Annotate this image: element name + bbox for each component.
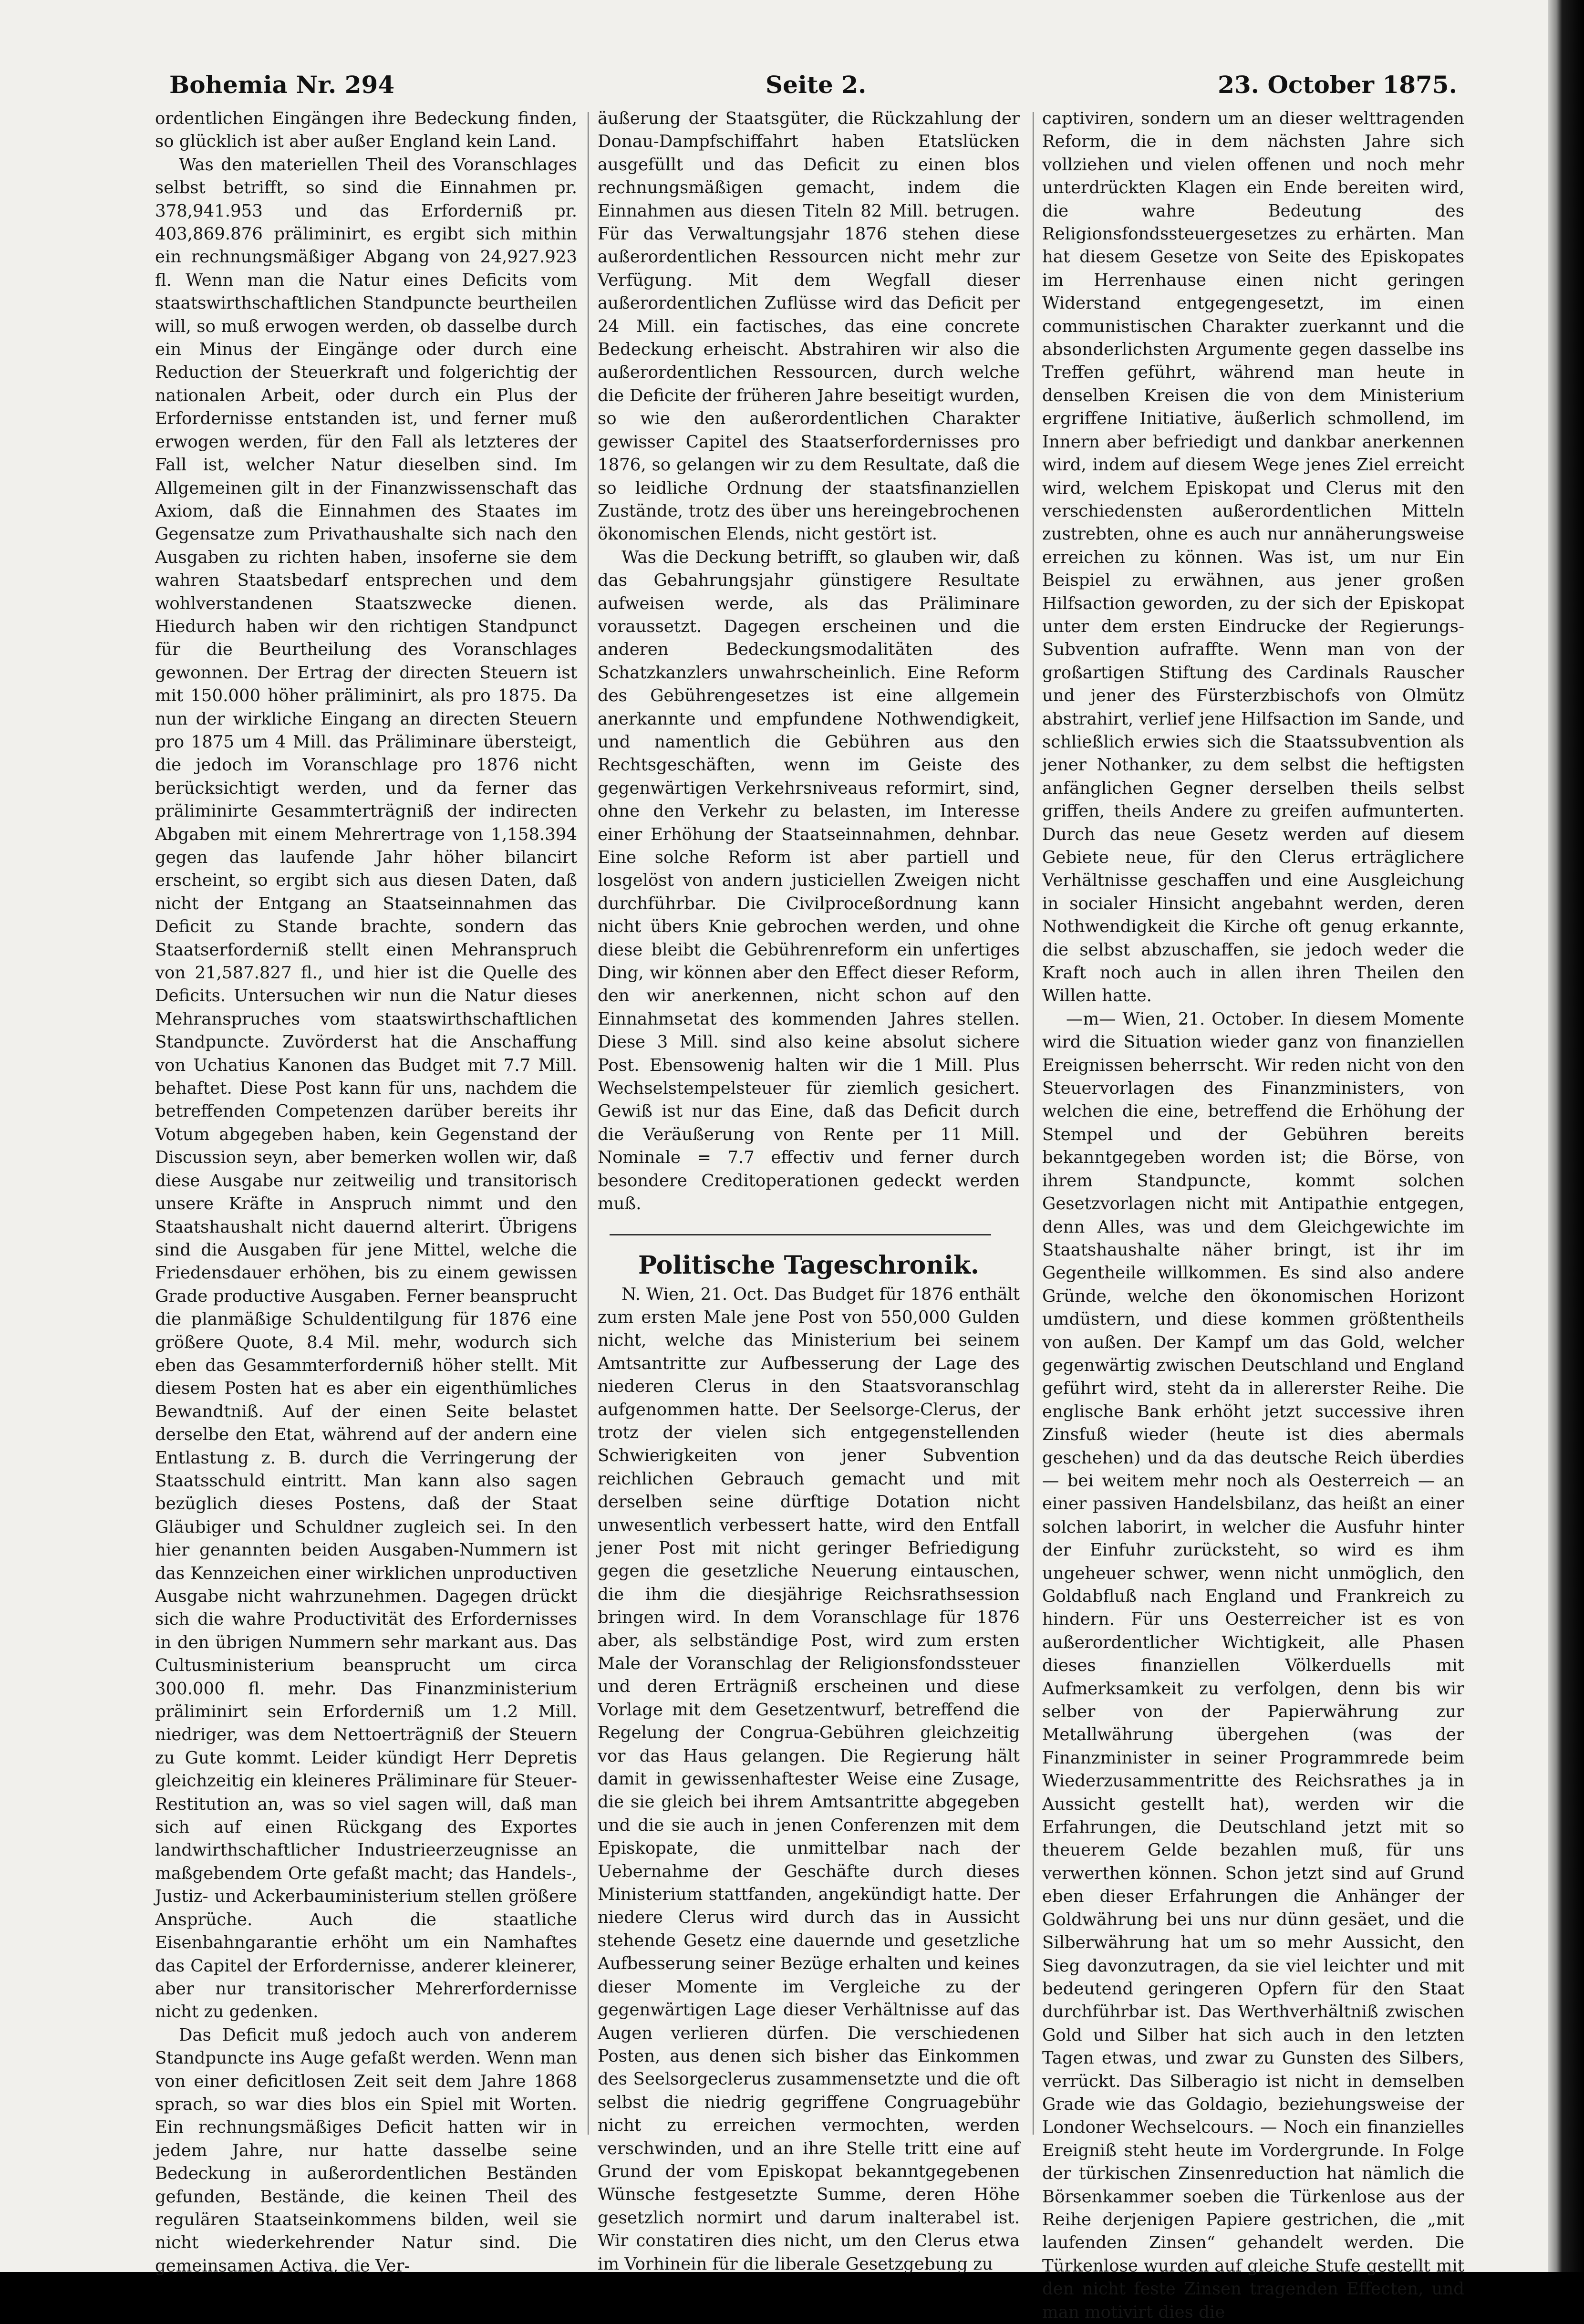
section-title: Politische Tageschronik. <box>638 1250 979 1280</box>
paragraph: —m— Wien, 21. October. In diesem Momente wird die Situation wieder ganz von finanziellen Ereignissen beherrscht. Wir reden nicht von den Steuervorlagen des Finanzministers, von welchen die eine, betreffend die Erhöhung der Stempel und der Gebühren bereits bekanntgegeben worden ist; die Börse, von ihrem Standpuncte, kommt solchen Gesetzvorlagen nicht mit Antipathie entgegen, denn Alles, was und dem Gleichgewichte im Staatshaushalte näher bringt, ist ihr im Gegentheile willkommen. Es sind also andere Gründe, welche den ökonomischen Horizont umdüstern, und diese kommen größtentheils von außen. Der Kampf um das Gold, welcher gegenwärtig zwischen Deutschland und England geführt wird, steht da in allererster Reihe. Die englische Bank erhöht jetzt successive ihren Zinsfuß wieder (heute ist dies abermals geschehen) und da das deutsche Reich überdies — bei weitem mehr noch als Oesterreich — an einer passiven Handelsbilanz, das heißt an einer solchen laborirt, in welcher die Ausfuhr hinter der Einfuhr zurücksteht, so wird es ihm ungeheuer schwer, wenn nicht unmöglich, den Goldabfluß nach England und Frankreich zu hindern. Für uns Oesterreicher ist es von außerordentlicher Wichtigkeit, alle Phasen dieses finanziellen Völkerduells mit Aufmerksamkeit zu verfolgen, denn bis wir selber von der Papierwährung zur Metallwährung übergehen (was der Finanzminister in seiner Programmrede beim Wiederzusammentritte des Reichsrathes ja in Aussicht gestellt hat), werden wir die Erfahrungen, die Deutschland jetzt mit so theuerem Gelde bezahlen muß, für uns verwerthen können. Schon jetzt sind auf Grund eben dieser Erfahrungen die Anhänger der Goldwährung bei uns nur dünn gesäet, und die Silberwährung hat um so mehr Aussicht, den Sieg davonzutragen, da sie viel leichter und mit bedeutend geringeren Opfern für den Staat durchführbar ist. Das Werthverhältniß zwischen Gold und Silber hat sich auch in den letzten Tagen etwas, und zwar zu Gunsten des Silbers, verrückt. Das Silberagio ist nicht in demselben Grade wie das Goldagio, beziehungsweise der Londoner Wechselcours. — Noch ein finanzielles Ereigniß steht heute im Vordergrunde. In Folge der türkischen Zinsenreduction hat nämlich die Börsenkammer soeben die Türkenlose aus der Reihe derjenigen Papiere gestrichen, die „mit laufenden Zinsen“ gehandelt werden. Die Türkenlose wurden auf gleiche Stufe gestellt mit den nicht feste Zinsen tragenden Effecten, und man motivirt dies die <box>1042 1009 1464 2322</box>
column-2 <box>598 107 1020 2274</box>
column-divider <box>588 112 589 2135</box>
paragraph: N. Wien, 21. Oct. Das Budget für 1876 enthält zum ersten Male jene Post von 550,000 Gulden nicht, welche das Ministerium bei seinem Amtsantritte zur Aufbesserung der Lage des niederen Clerus in den Staatsvoranschlag aufgenommen hatte. Der Seelsorge-Clerus, der trotz der vielen sich entgegenstellenden Schwierigkeiten von jener Subvention reichlichen Gebrauch gemacht und mit derselben seine dürftige Dotation nicht unwesentlich verbessert hatte, wird den Entfall jener Post mit nicht geringer Befriedigung gegen die gesetzliche Neuerung eintauschen, die ihm die diesjährige Reichsrathsession bringen wird. In dem Voranschlage für 1876 aber, als selbständige Post, wird zum ersten Male der Voranschlag der Religionsfondssteuer und deren Erträgniß erscheinen und diese Vorlage mit dem Gesetzentwurf, betreffend die Regelung der Congrua-Gebühren gleichzeitig vor das Haus gelangen. Die Regierung hält damit in gewissenhaftester Weise eine Zusage, die sie gleich bei ihrem Amtsantritte abgegeben und die sie auch in jenen Conferenzen mit dem Episkopate, die unmittelbar nach der Uebernahme der Geschäfte durch dieses Ministerium stattfanden, angekündigt hatte. Der niedere Clerus wird durch das in Aussicht stehende Gesetz eine dauernde und gesetzliche Aufbesserung seiner Bezüge erhalten und keines dieser Momente im Vergleiche zu der gegenwärtigen Lage dieser Verhältnisse auf das Augen verlieren dürfen. Die verschiedenen Posten, aus denen sich bisher das Einkommen des Seelsorgeclerus zusammensetzte und die oft selbst die niedrig gegriffene Congruagebühr nicht zu erreichen vermochten, werden verschwinden, und an ihre Stelle tritt eine auf Grund der vom Episkopat bekanntgegebenen Wünsche festgesetzte Summe, deren Höhe gesetzlich normirt und darum inalterabel ist. Wir constatiren dies nicht, um den Clerus etwa im Vorhinein für die liberale Gesetzgebung zu <box>598 1284 1020 2274</box>
paragraph: äußerung der Staatsgüter, die Rückzahlung der Donau-Dampfschiffahrt haben Etatslücken ausgefüllt und das Deficit zu einen blos rechnungsmäßigen gemacht, indem die Einnahmen aus diesen Titeln 82 Mill. betrugen. Für das Verwaltungsjahr 1876 stehen diese außerordentlichen Ressourcen nicht mehr zur Verfügung. Mit dem Wegfall dieser außerordentlichen Zuflüsse wird das Deficit per 24 Mill. ein factisches, das eine concrete Bedeckung erheischt. Abstrahiren wir also die außerordentlichen Ressourcen, durch welche die Deficite der früheren Jahre beseitigt wurden, so wie den außerordentlichen Charakter gewisser Capitel des Staatserfordernisses pro 1876, so gelangen wir zu dem Resultate, daß die so leidliche Ordnung der staatsfinanziellen Zustände, trotz des über uns hereingebrochenen ökonomischen Elends, nicht gestört ist. <box>598 109 1020 544</box>
paragraph: Das Deficit muß jedoch auch von anderem Standpuncte ins Auge gefaßt werden. Wenn man von einer deficitlosen Zeit seit dem Jahre 1868 sprach, so war dies blos ein Spiel mit Worten. Ein rechnungsmäßiges Deficit hatten wir in jedem Jahre, nur hatte dasselbe seine Bedeckung in außerordentlichen Beständen gefunden, Bestände, die keinen Theil des regulären Staatseinkommens bilden, weil sie nicht wiederkehrender Natur sind. Die gemeinsamen Activa, die Ver- <box>155 2025 577 2276</box>
header-page-number: Seite 2. <box>766 71 867 99</box>
section-divider <box>610 1234 991 1235</box>
page-header <box>169 71 1457 109</box>
paragraph: Was den materiellen Theil des Voranschlages selbst betrifft, so sind die Einnahmen pr. 378,941.953 und das Erforderniß pr. 403,869.876 präliminirt, es ergibt sich mithin ein rechnungsmäßiger Abgang von 24,927.923 fl. Wenn man die Natur eines Deficits vom staatswirthschaftlichen Standpuncte beurtheilen will, so muß erwogen werden, ob dasselbe durch ein Minus der Eingänge oder durch eine Reduction der Steuerkraft und folgerichtig der nationalen Arbeit, oder durch ein Plus der Erfordernisse entstanden ist, und ferner muß erwogen werden, für den Fall als letzteres der Fall ist, welcher Natur dieselben sind. Im Allgemeinen gilt in der Finanzwissenschaft das Axiom, daß die Einnahmen des Staates im Gegensatze zum Privathaushalte sich nach den Ausgaben zu richten haben, insoferne sie dem wahren Staatsbedarf entsprechen und dem wohlverstandenen Staatszwecke dienen. Hiedurch haben wir den richtigen Standpunct für die Beurtheilung des Voranschlages gewonnen. Der Ertrag der directen Steuern ist mit 150.000 höher präliminirt, als pro 1875. Da nun der wirkliche Eingang an directen Steuern pro 1875 um 4 Mill. das Präliminare übersteigt, die jedoch im Voranschlage pro 1876 nicht berücksichtigt werden, und da ferner das präliminirte Gesammterträgniß der indirecten Abgaben mit einem Mehrertrage von 1,158.394 gegen das laufende Jahr höher bilancirt erscheint, so ergibt sich aus diesen Daten, daß nicht der Entgang an Staatseinnahmen das Deficit zu Stande brachte, sondern das Staatserforderniß stellt einen Mehranspruch von 21,587.827 fl., und hier ist die Quelle des Deficits. Untersuchen wir nun die Natur dieses Mehranspruches vom staatswirthschaftlichen Standpuncte. Zuvörderst hat die Anschaffung von Uchatius Kanonen das Budget mit 7.7 Mill. behaftet. Diese Post kann für uns, nachdem die betreffenden Competenzen darüber bereits ihr Votum abgegeben haben, kein Gegenstand der Discussion seyn, aber bemerken wollen wir, daß diese Ausgabe nur zeitweilig und transitorisch unsere Kräfte in Anspruch nimmt und den Staatshaushalt nicht dauernd alterirt. Übrigens sind die Ausgaben für jene Mittel, welche die Friedensdauer erhöhen, bis zu einem gewissen Grade productive Ausgaben. Ferner beansprucht die planmäßige Schuldentilgung für 1876 eine größere Quote, 8.4 Mil. mehr, wodurch sich eben das Gesammterforderniß höher stellt. Mit diesem Posten hat es aber ein eigenthümliches Bewandtniß. Auf der einen Seite belastet derselbe den Etat, während auf der andern eine Entlastung z. B. durch die Verringerung der Staatsschuld eintritt. Man kann also sagen bezüglich dieses Postens, daß der Staat Gläubiger und Schuldner zugleich sei. In den hier genannten beiden Ausgaben-Nummern ist das Kennzeichen einer wirklichen unproductiven Ausgabe nicht wahrzunehmen. Dagegen drückt sich die wahre Productivität des Erfordernisses in den übrigen Nummern sehr markant aus. Das Cultusministerium beansprucht um circa 300.000 fl. mehr. Das Finanzministerium präliminirt sein Erforderniß um 1.2 Mill. niedriger, was dem Nettoerträgniß der Steuern zu Gute kommt. Leider kündigt Herr Depretis gleichzeitig ein kleineres Präliminare für Steuer-Restitution an, was so viel sagen will, daß man sich auf einen Rückgang des Exportes landwirthschaftlicher Industrieerzeugnisse an maßgebendem Orte gefaßt macht; das Handels-, Justiz- und Ackerbauministerium stellen größere Ansprüche. Auch die staatliche Eisenbahngarantie erhöht um ein Namhaftes das Capitel der Erfordernisse, anderer kleinerer, aber nur transitorischer Mehrerfordernisse nicht zu gedenken. <box>155 155 577 2022</box>
paragraph: Was die Deckung betrifft, so glauben wir, daß das Gebahrungsjahr günstigere Resultate aufweisen werde, als das Präliminare voraussetzt. Dagegen erscheinen und die anderen Bedeckungsmodalitäten des Schatzkanzlers unwahrscheinlich. Eine Reform des Gebührengesetzes ist eine allgemein anerkannte und empfundene Nothwendigkeit, und namentlich die Gebühren aus den Rechtsgeschäften, wenn im Geiste des gegenwärtigen Verkehrsniveaus reformirt, sind, ohne den Verkehr zu belasten, im Interesse einer Erhöhung der Staatseinnahmen, dehnbar. Eine solche Reform ist aber partiell und losgelöst von andern justiciellen Zweigen nicht durchführbar. Die Civilproceßordnung kann nicht übers Knie gebrochen werden, und ohne diese bleibt die Gebührenreform ein unfertiges Ding, wir können aber den Effect dieser Reform, den wir anerkennen, nicht schon auf den Einnahmsetat des kommenden Jahres stellen. Diese 3 Mill. sind also keine absolut sichere Post. Ebensowenig halten wir die 1 Mill. Plus Wechselstempelsteuer für ziemlich gesichert. Gewiß ist nur das Eine, daß das Deficit durch die Veräußerung von Rente per 11 Mill. Nominale = 7.7 effectiv und ferner durch besondere Creditoperationen gedeckt werden muß. <box>598 547 1020 1214</box>
scan-edge <box>1548 0 1584 2272</box>
header-date: 23. October 1875. <box>1218 71 1457 99</box>
column-1 <box>155 107 577 2276</box>
paragraph: ordentlichen Eingängen ihre Bedeckung finden, so glücklich ist aber außer England kein Land. <box>155 109 577 152</box>
column-divider <box>1033 112 1034 2135</box>
paragraph: captiviren, sondern um an dieser welttragenden Reform, die in dem nächsten Jahre sich vollziehen und vielen offenen und noch mehr unterdrückten Klagen ein Ende bereiten wird, die wahre Bedeutung des Religionsfondssteuergesetzes zu erhärten. Man hat diesem Gesetze von Seite des Episkopates im Herrenhause einen nicht geringen Widerstand entgegengesetzt, im einen communistischen Charakter zuerkannt und die absonderlichsten Argumente gegen dasselbe ins Treffen geführt, während man heute in denselben Kreisen die von dem Ministerium ergriffene Initiative, äußerlich schmollend, im Innern aber befriedigt und dankbar anerkennen wird, indem auf diesem Wege jenes Ziel erreicht wird, welchem Episkopat und Clerus mit den verschiedensten außerordentlichen Mitteln zustrebten, ohne es auch nur annäherungsweise erreichen zu können. Was ist, um nur Ein Beispiel zu erwähnen, aus jener großen Hilfsaction geworden, zu der sich der Episkopat unter dem ersten Eindrucke der Regierungs-Subvention aufraffte. Wenn man von der großartigen Stiftung des Cardinals Rauscher und jener des Fürsterzbischofs von Olmütz abstrahirt, verlief jene Hilfsaction im Sande, und schließlich erwies sich die Staatssubvention als jener Nothanker, zu dem selbst die heftigsten anfänglichen Gegner derselben theils selbst griffen, theils Andere zu greifen aufmunterten. Durch das neue Gesetz werden auf diesem Gebiete neue, für den Clerus erträglichere Verhältnisse geschaffen und eine Ausgleichung in socialer Hinsicht angebahnt werden, deren Nothwendigkeit die Kirche oft genug erkannte, die selbst abzuschaffen, sie jedoch weder die Kraft noch auch in allen ihren Theilen den Willen hatte. <box>1042 109 1464 1006</box>
header-issue: Bohemia Nr. 294 <box>169 71 395 99</box>
column-3 <box>1042 107 1464 2322</box>
